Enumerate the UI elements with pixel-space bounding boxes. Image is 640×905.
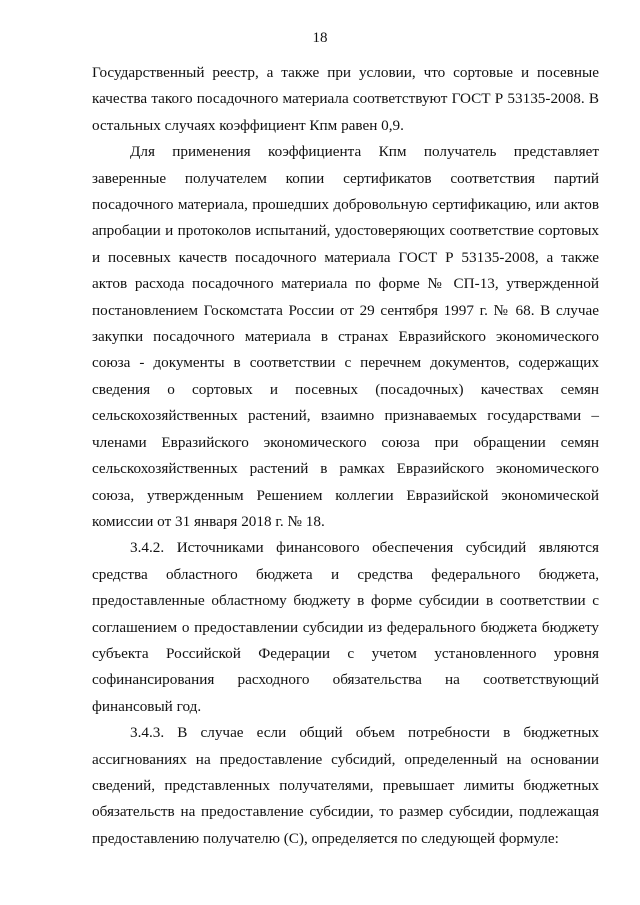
paragraph-3-4-3: 3.4.3. В случае если общий объем потребности в бюджетных ассигнованиях на предоставление субсидий, определенный на основании сведений, представленных получателями, превышает лимиты бюджетных обязательств на предоставление субсидии, то размер субсидии, подлежащая предоставлению получателю (С), определяется по следующей формуле: — [92, 724, 599, 847]
paragraph-kpm-coefficient: Для применения коэффициента Кпм получатель представляет заверенные получателем копии сертификатов соответствия партий посадочного материала, прошедших добровольную сертификацию, или актов апробации и протоколов испытаний, удостоверяющих соответствие сортовых и посевных качеств посадочного материала ГОСТ Р 53135-2008, а также актов расхода посадочного материала по форме № СП-13, утвержденной постановлением Госкомстата России от 29 сентября 1997 г. № 68. В случае закупки посадочного материала в странах Евразийского экономического союза - документы в соответствии с перечнем документов, содержащих сведения о сортовых и посевных (посадочных) качествах семян сельскохозяйственных растений, взаимно признаваемых государствами – членами Евразийского экономического союза при обращении семян сельскохозяйственных растений в рамках Евразийского экономического союза, утвержденным Решением коллегии Евразийской экономической комиссии от 31 января 2018 г. № 18. — [92, 143, 599, 530]
page-number: 18 — [312, 30, 328, 46]
document-body — [92, 60, 599, 852]
paragraph-3-4-2: 3.4.2. Источниками финансового обеспечения субсидий являются средства областного бюджета и средства федерального бюджета, предоставленные областному бюджету в форме субсидии в соответствии с соглашением о предоставлении субсидии из федерального бюджета бюджету субъекта Российской Федерации с учетом установленного уровня софинансирования расходного обязательства на соответствующий финансовый год. — [92, 539, 599, 715]
paragraph-continuation: Государственный реестр, а также при условии, что сортовые и посевные качества такого посадочного материала соответствуют ГОСТ Р 53135-2008. В остальных случаях коэффициент Кпм равен 0,9. — [92, 64, 599, 134]
